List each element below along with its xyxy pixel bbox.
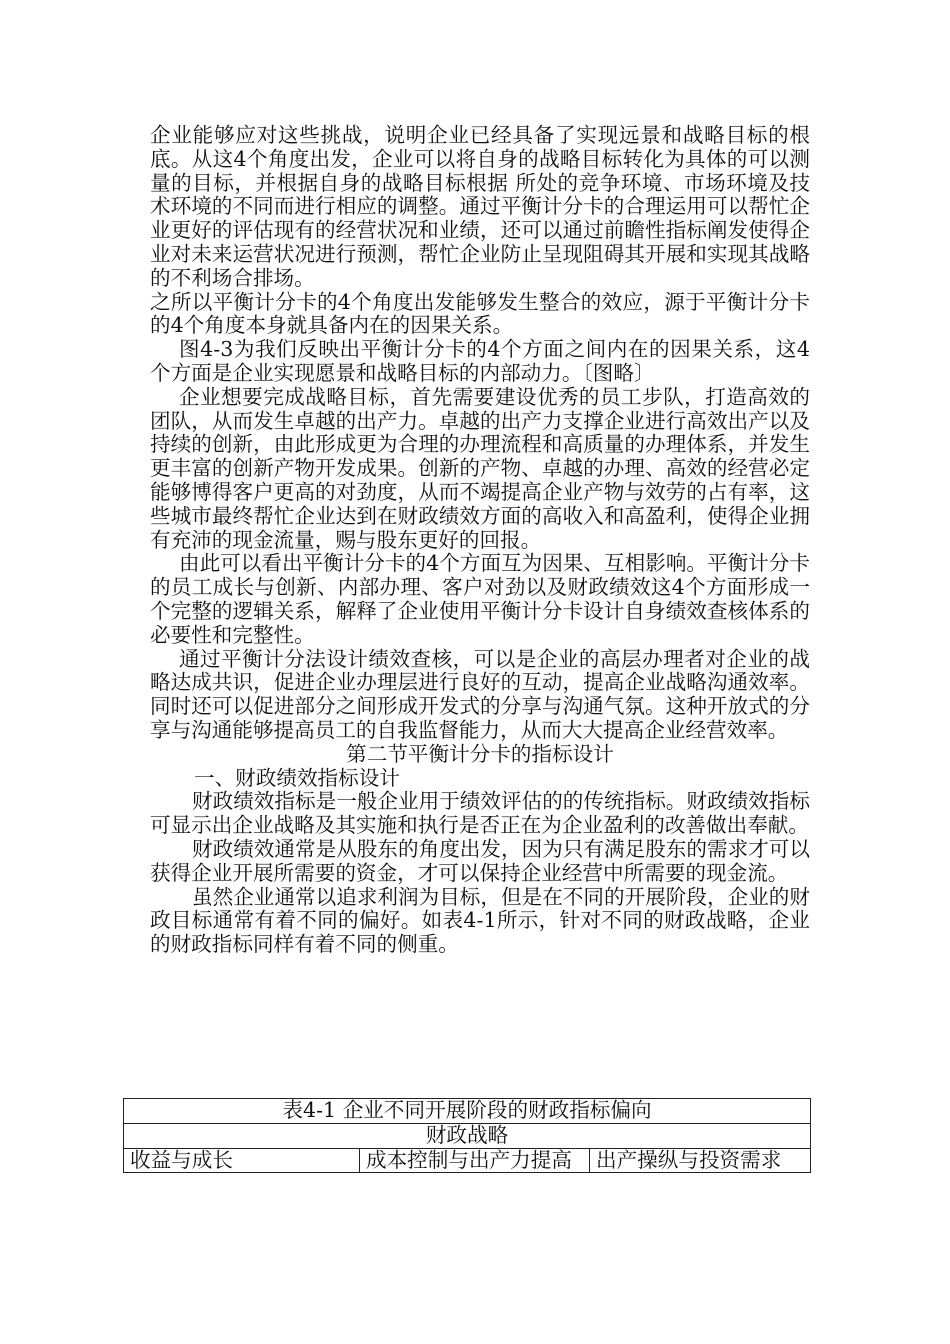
table-group-header-row bbox=[124, 1123, 811, 1148]
paragraph-causality: 由此可以看出平衡计分卡的4个方面互为因果、互相影响。平衡计分卡的员工成长与创新、内部办理、客户对劲以及财政绩效这4个方面形成一个完整的逻辑关系，解释了企业使用平衡计分卡设计自身绩效查核体系的必要性和完整性。 bbox=[150, 551, 810, 647]
paragraph-figure-reference: 图4-3为我们反映出平衡计分卡的4个方面之间内在的因果关系，这4个方面是企业实现愿景和战略目标的内部动力。〔图略〕 bbox=[150, 337, 810, 385]
table-header-row bbox=[124, 1148, 811, 1173]
paragraph-communication: 通过平衡计分法设计绩效查核，可以是企业的高层办理者对企业的战略达成共识，促进企业办理层进行良好的互动，提高企业战略沟通效率。同时还可以促进部分之间形成开发式的分享与沟通气氛。这种开放式的分享与沟通能够提高员工的自我监督能力，从而大大提高企业经营效率。 bbox=[150, 646, 810, 742]
table-group-header: 财政战略 bbox=[124, 1123, 811, 1148]
subsection-title: 一、财政绩效指标设计 bbox=[194, 765, 400, 790]
paragraph-stage-preferences: 虽然企业通常以追求利润为目标，但是在不同的开展阶段，企业的财政目标通常有着不同的偏好。如表4-1所示，针对不同的财政战略，企业的财政指标同样有着不同的侧重。 bbox=[150, 884, 810, 957]
paragraph-shareholder-view: 财政绩效通常是从股东的角度出发，因为只有满足股东的需求才可以获得企业开展所需要的资金，才可以保持企业经营中所需要的现金流。 bbox=[150, 836, 810, 885]
paragraph-strategy-chain: 企业想要完成战略目标，首先需要建设优秀的员工步队，打造高效的团队，从而发生卓越的出产力。卓越的出产力支撑企业进行高效出产以及持续的创新，由此形成更为合理的办理流程和高质量的办理体系，并发生更丰富的创新产物开发成果。创新的产物、卓越的办理、高效的经营必定能够博得客户更高的对劲度，从而不竭提高企业产物与效劳的占有率，这些城市最终帮忙企业达到在财政绩效方面的高收入和高盈利，使得企业拥有充沛的现金流量，赐与股东更好的回报。 bbox=[150, 384, 810, 552]
financial-indicator-table bbox=[123, 1098, 811, 1173]
document-body bbox=[150, 124, 810, 957]
table-caption: 表4-1 企业不同开展阶段的财政指标偏向 bbox=[124, 1099, 811, 1124]
paragraph-integration-effect: 之所以平衡计分卡的4个角度出发能够发生整合的效应，源于平衡计分卡的4个角度本身就具备内在的因果关系。 bbox=[150, 289, 810, 338]
table-caption-row bbox=[124, 1099, 811, 1124]
table-header-cell: 收益与成长 bbox=[124, 1148, 360, 1173]
section-title: 第二节平衡计分卡的指标设计 bbox=[346, 741, 614, 766]
table-header-cell: 出产操纵与投资需求 bbox=[590, 1148, 811, 1173]
paragraph-financial-indicators: 财政绩效指标是一般企业用于绩效评估的的传统指标。财政绩效指标可显示出企业战略及其实施和执行是否正在为企业盈利的改善做出奉献。 bbox=[150, 789, 810, 838]
paragraph-continuation: 企业能够应对这些挑战，说明企业已经具备了实现远景和战略目标的根底。从这4个角度出发，企业可以将自身的战略目标转化为具体的可以测量的目标，并根据自身的战略目标根据 所处的竞争环境、市场环境及技术环境的不同而进行相应的调整。通过平衡计分卡的合理运用可以帮忙企业更好的评估现有的经营状况和业绩，还可以通过前瞻性指标阐发使得企业对未来运营状况进行预测，帮忙企业防止呈现阻碍其开展和实现其战略的不利场合排场。 bbox=[150, 123, 810, 290]
table-header-cell: 成本控制与出产力提高 bbox=[360, 1148, 590, 1173]
